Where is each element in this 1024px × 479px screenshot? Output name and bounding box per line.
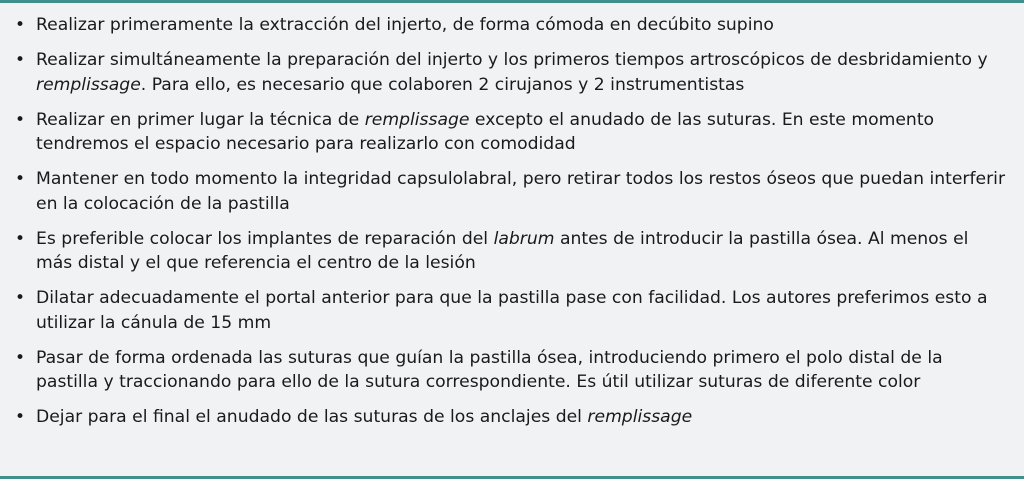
- bullet: •: [15, 347, 26, 368]
- item-text: Pasar de forma ordenada las suturas que guían la pastilla ósea, introduciendo primero el polo distal de la pastilla y traccionando para ello de la sutura correspondiente. Es útil utilizar suturas de diferente color: [36, 347, 943, 392]
- bullet: •: [15, 169, 26, 189]
- list-item: [0, 286, 1024, 335]
- item-text: Dilatar adecuadamente el portal anterior para que la pastilla pase con facilidad. Los autores preferimos esto a utilizar la cánula de 15 mm: [36, 288, 988, 333]
- item-text: antes de introducir la pastilla ósea. Al menos el más distal y el que referencia el centro de la lesión: [36, 228, 969, 273]
- item-text: Es preferible colocar los implantes de reparación del: [36, 228, 494, 249]
- bullet: •: [15, 15, 26, 35]
- item-italic-term: labrum: [493, 228, 555, 249]
- bullet: •: [15, 228, 26, 249]
- item-text: excepto el anudado de las suturas. En este momento tendremos el espacio necesario para realizarlo con comodidad: [36, 109, 935, 154]
- item-italic-term: remplissage: [587, 407, 693, 427]
- item-italic-term: remplissage: [36, 74, 141, 95]
- list-item: [0, 227, 1024, 276]
- item-text: Realizar primeramente la extracción del injerto, de forma cómoda en decúbito supino: [36, 15, 774, 35]
- item-text: Dejar para el final el anudado de las suturas de los anclajes del: [36, 407, 588, 427]
- list-item: [0, 108, 1024, 157]
- list-item: [0, 405, 1024, 430]
- item-text: Realizar simultáneamente la preparación del injerto y los primeros tiempos artroscópicos de desbridamiento y: [36, 50, 988, 70]
- item-text: Mantener en todo momento la integridad capsulolabral, pero retirar todos los restos óseos que puedan interferir en la colocación de la pastilla: [36, 169, 1006, 214]
- list-item: [0, 346, 1024, 395]
- list-item: [0, 48, 1024, 97]
- bullet: •: [15, 288, 26, 308]
- item-text: . Para ello, es necesario que colaboren 2 cirujanos y 2 instrumentistas: [140, 74, 745, 95]
- bullet: •: [15, 109, 26, 130]
- bullet: •: [15, 407, 26, 427]
- recommendations-list: [0, 3, 1024, 430]
- bullet: •: [15, 50, 26, 70]
- item-text: Realizar en primer lugar la técnica de: [36, 109, 365, 130]
- item-italic-term: remplissage: [364, 109, 470, 130]
- list-item: [0, 13, 1024, 38]
- list-item: [0, 167, 1024, 216]
